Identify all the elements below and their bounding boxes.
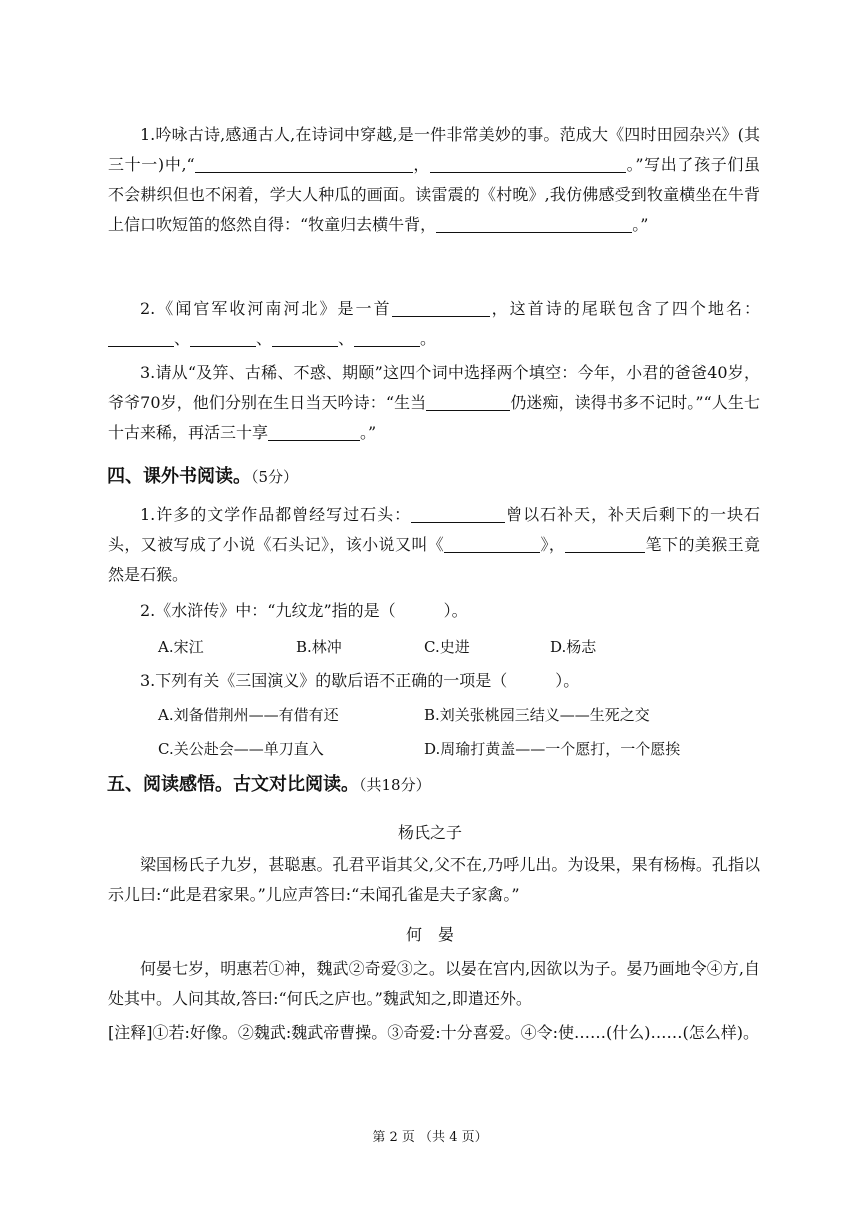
answer-blank[interactable] <box>354 330 420 347</box>
s4q1-text-d: 笔下的美猴王竟然是石猴。 <box>108 535 760 584</box>
answer-blank[interactable] <box>411 506 505 523</box>
section-4-points: （5分） <box>251 468 299 486</box>
poetry-question-1 <box>108 120 760 240</box>
answer-blank[interactable] <box>392 300 490 317</box>
answer-blank[interactable] <box>430 156 626 173</box>
passage-1-title: 杨氏之子 <box>397 823 462 842</box>
page-footer: 第 2 页 （共 4 页） <box>372 1130 488 1145</box>
option-b[interactable]: B.林冲 <box>296 638 342 656</box>
section-4-title: 四、课外书阅读。 <box>107 466 251 487</box>
poetry-question-3 <box>108 358 760 448</box>
reading-question-2-stem: 2.《水浒传》中：“九纹龙”指的是（ ）。 <box>140 601 468 620</box>
answer-blank[interactable] <box>426 394 510 411</box>
passage-2-text: 何晏七岁，明惠若①神，魏武②奇爱③之。以晏在宫内,因欲以为子。晏乃画地令④方,自处其中。人问其故,答曰:“何氏之庐也。”魏武知之,即遣还外。 <box>108 959 760 1008</box>
q1-text-a: 1.吟咏古诗,感通古人,在诗词中穿越,是一件非常美妙的事。范成大《四时田园杂兴》(其三十一)中,“ <box>108 125 760 174</box>
passage-1-body <box>108 850 760 910</box>
option-a[interactable]: A.宋江 <box>158 638 204 656</box>
option-c[interactable]: C.关公赴会——单刀直入 <box>158 740 324 758</box>
s4q1-text-c: 》， <box>540 535 566 554</box>
q2-text-a: 2.《闻官军收河南河北》是一首 <box>140 299 392 318</box>
separator: 、 <box>256 329 273 348</box>
q3-text-a: 3.请从“及笄、古稀、不惑、期颐”这四个词中选择两个填空：今年，小君的爸爸40岁，爷爷70岁，他们分别在生日当天吟诗：“生当 <box>108 363 760 412</box>
notes-text: [注释]①若:好像。②魏武:魏武帝曹操。③奇爱:十分喜爱。④令:使……(什么)……(怎么样)。 <box>108 1023 760 1042</box>
option-b[interactable]: B.刘关张桃园三结义——生死之交 <box>424 706 650 724</box>
separator: 、 <box>174 329 191 348</box>
s4q1-text-b: 曾以石补天，补天后剩下的一块石头，又被写成了小说《石头记》，该小说又叫《 <box>108 505 760 554</box>
q1-text-d: 。” <box>632 215 649 234</box>
section-4-heading <box>107 462 298 492</box>
q1-text-b: ， <box>412 155 431 174</box>
separator: 。 <box>420 329 437 348</box>
answer-blank[interactable] <box>436 216 632 233</box>
section-5-title: 五、阅读感悟。古文对比阅读。 <box>107 774 359 795</box>
passage-1-text: 梁国杨氏子九岁，甚聪惠。孔君平诣其父,父不在,乃呼儿出。为设果，果有杨梅。孔指以示儿曰:“此是君家果。”儿应声答曰:“未闻孔雀是夫子家禽。” <box>108 855 760 904</box>
poetry-question-2 <box>108 294 760 354</box>
q2-text-b: ，这首诗的尾联包含了四个地名： <box>489 299 760 318</box>
answer-blank[interactable] <box>108 330 174 347</box>
answer-blank[interactable] <box>444 536 540 553</box>
reading-question-3-stem: 3.下列有关《三国演义》的歇后语不正确的一项是（ ）。 <box>140 671 580 690</box>
option-a[interactable]: A.刘备借荆州——有借有还 <box>158 706 339 724</box>
answer-blank[interactable] <box>272 330 338 347</box>
annotation-notes <box>108 1018 760 1048</box>
answer-blank[interactable] <box>268 424 360 441</box>
passage-2-body <box>108 954 760 1014</box>
answer-blank[interactable] <box>195 156 413 173</box>
answer-blank[interactable] <box>565 536 645 553</box>
q3-text-b: 仍迷痴，读得书多不记时。”“人生七十古来稀，再活三十享 <box>108 393 760 442</box>
s4q1-text-a: 1.许多的文学作品都曾经写过石头： <box>140 505 412 524</box>
option-c[interactable]: C.史进 <box>424 638 470 656</box>
option-d[interactable]: D.周瑜打黄盖——一个愿打，一个愿挨 <box>424 740 681 758</box>
section-5-points: （共18分） <box>359 776 431 794</box>
option-d[interactable]: D.杨志 <box>550 638 597 656</box>
q1-text-c: 。”写出了孩子们虽不会耕织但也不闲着，学大人种瓜的画面。读雷震的《村晚》,我仿佛感受到牧童横坐在牛背上信口吹短笛的悠然自得：“牧童归去横牛背， <box>108 155 760 234</box>
answer-blank[interactable] <box>190 330 256 347</box>
reading-question-1 <box>108 500 760 590</box>
passage-2-title: 何 晏 <box>405 925 454 944</box>
q3-text-c: 。” <box>360 423 377 442</box>
separator: 、 <box>338 329 355 348</box>
section-5-heading <box>107 770 431 800</box>
